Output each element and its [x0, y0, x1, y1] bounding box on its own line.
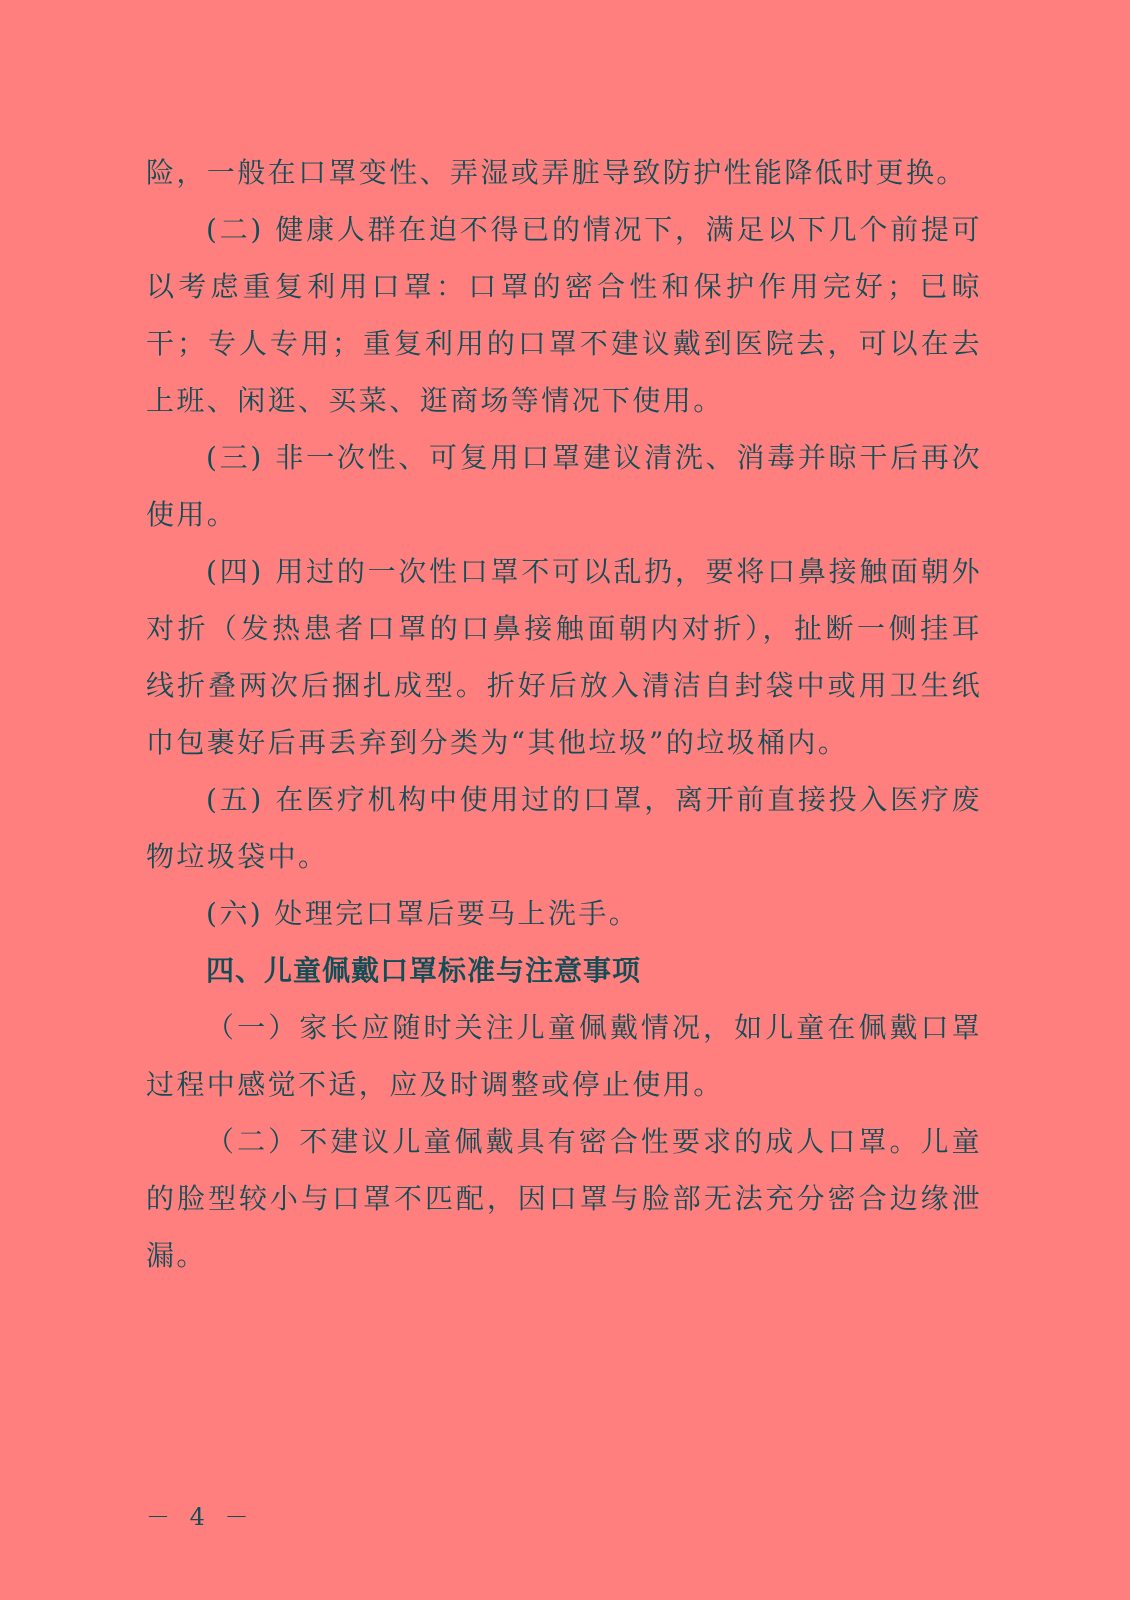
paragraph-item-6: (六) 处理完口罩后要马上洗手。: [206, 897, 640, 930]
section-heading: 四、儿童佩戴口罩标准与注意事项: [206, 954, 642, 987]
paragraph-children-1: （一）家长应随时关注儿童佩戴情况，如儿童在佩戴口罩过程中感觉不适，应及时调整或停止使用。: [146, 1011, 982, 1101]
document-body: [146, 144, 982, 1284]
paragraph-item-4: (四) 用过的一次性口罩不可以乱扔，要将口鼻接触面朝外对折（发热患者口罩的口鼻接触面朝内对折），扯断一侧挂耳线折叠两次后捆扎成型。折好后放入清洁自封袋中或用卫生纸巾包裹好后再丢弃到分类为“其他垃圾”的垃圾桶内。: [146, 555, 982, 759]
paragraph-children-2: （二）不建议儿童佩戴具有密合性要求的成人口罩。儿童的脸型较小与口罩不匹配，因口罩与脸部无法充分密合边缘泄漏。: [146, 1125, 982, 1272]
paragraph-item-2: (二) 健康人群在迫不得已的情况下，满足以下几个前提可以考虑重复利用口罩：口罩的密合性和保护作用完好；已晾干；专人专用；重复利用的口罩不建议戴到医院去，可以在去上班、闲逛、买菜、逛商场等情况下使用。: [146, 213, 982, 417]
paragraph-item-3: (三) 非一次性、可复用口罩建议清洗、消毒并晾干后再次使用。: [146, 441, 982, 531]
paragraph-continuation: 险，一般在口罩变性、弄湿或弄脏导致防护性能降低时更换。: [146, 156, 967, 189]
paragraph-item-5: (五) 在医疗机构中使用过的口罩，离开前直接投入医疗废物垃圾袋中。: [146, 783, 982, 873]
page-number: － 4 －: [146, 1503, 255, 1531]
